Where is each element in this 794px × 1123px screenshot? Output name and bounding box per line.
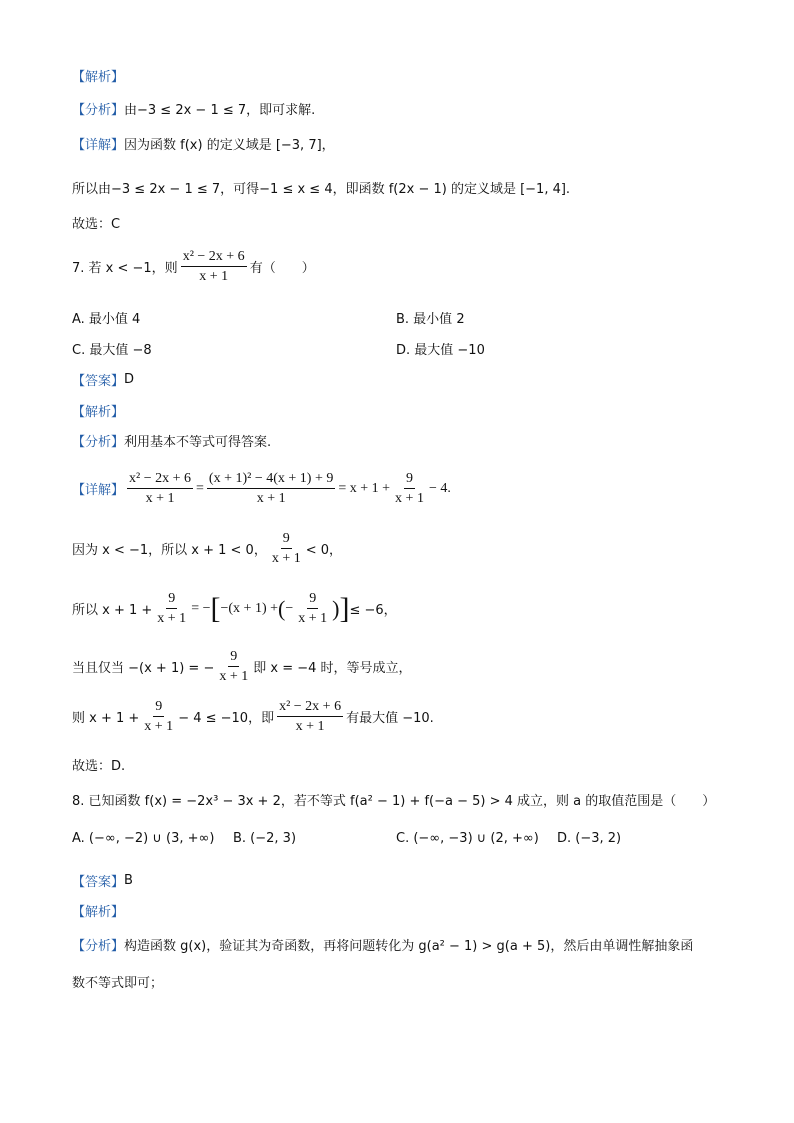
q8-option-b: B. (−2, 3) <box>233 831 297 846</box>
q7-option-c: C. 最大值 −8 <box>72 343 152 358</box>
q7-option-b: B. 最小值 2 <box>396 312 465 327</box>
q7-answer-line <box>72 370 134 389</box>
q8-fenxi-line1: 【分析】 构造函数 g(x)，验证其为奇函数，再将问题转化为 g(a² − 1) > g(a + 5)，然后由单调性解抽象函 <box>72 939 694 954</box>
q7-choose: 故选：D. <box>72 759 126 774</box>
q7-step5: 则 x + 1 + $\frac{9}{x + 1}$ − 4 ≤ −10，即 $\frac{\text{x² − 2x + 6}}{x + 1}$ 有最大值 −10. <box>72 699 434 734</box>
q7-stem-prefix: 7. 若 x < −1，则 <box>72 261 178 276</box>
fenxi-tag: 【分析】 <box>72 103 125 118</box>
p6-choose: 故选：C <box>72 217 121 232</box>
jiexi-tag: 【解析】 <box>72 70 125 85</box>
daan-tag: 【答案】 <box>72 374 125 389</box>
q7-step1: 【详解】 $\frac{\text{x² − 2x + 6}}{x + 1}$ = $\frac{\text{(x + 1)² − 4(x + 1) + 9}}{x + 1}$ = x + 1 + $\frac{9}{x + 1}$ − 4. <box>72 471 451 506</box>
q8-option-a: A. (−∞, −2) ∪ (3, +∞) <box>72 831 215 846</box>
p6-line2-text: 所以由−3 ≤ 2x − 1 ≤ 7，可得−1 ≤ x ≤ 4，即函数 f(2x − 1) 的定义域是 [−1, 4]. <box>72 182 571 197</box>
q7-step2: 因为 x < −1，所以 x + 1 < 0， $\frac{9}{x + 1}$ < 0， <box>72 531 343 566</box>
q8-option-d: D. (−3, 2) <box>557 831 622 846</box>
q7-fenxi-line: 【分析】 利用基本不等式可得答案. <box>72 431 271 450</box>
p6-xiangjie-text: 因为函数 f(x) 的定义域是 [−3, 7]， <box>124 138 335 153</box>
q7-step3: 所以 x + 1 + $\frac{9}{x + 1}$ = − [ −(x + 1) + ( − $\frac{9}{x + 1}$ ) ] ≤ −6， <box>72 591 397 626</box>
q7-step4: 当且仅当 −(x + 1) = − $\frac{9}{x + 1}$ 即 x = −4 时，等号成立， <box>72 649 412 684</box>
q7-jiexi-heading: 【解析】 <box>72 405 125 420</box>
q7-option-a: A. 最小值 4 <box>72 312 141 327</box>
p6-detail-line2 <box>72 178 570 197</box>
p6-xiangjie-line <box>72 134 335 153</box>
q8-option-c: C. (−∞, −3) ∪ (2, +∞) <box>396 831 539 846</box>
p6-fenxi-text: 由−3 ≤ 2x − 1 ≤ 7，即可求解. <box>124 103 316 118</box>
q8-jiexi-heading: 【解析】 <box>72 905 125 920</box>
q7-fenxi-text: 利用基本不等式可得答案. <box>124 435 272 450</box>
q7-stem-fraction: $\frac{\text{x² − 2x + 6}}{x + 1}$ <box>182 249 245 284</box>
q8-answer: B <box>124 873 133 888</box>
q7-stem-suffix: 有（ ） <box>249 261 315 276</box>
p6-fenxi-line <box>72 99 315 118</box>
q8-stem: 8. 已知函数 f(x) = −2x³ − 3x + 2，若不等式 f(a² − 1) + f(−a − 5) > 4 成立，则 a 的取值范围是（ ） <box>72 794 716 809</box>
q7-answer: D <box>124 372 135 387</box>
q7-option-d: D. 最大值 −10 <box>396 343 485 358</box>
xiangjie-tag: 【详解】 <box>72 138 125 153</box>
q7-stem <box>72 248 315 285</box>
q8-fenxi-line2: 数不等式即可； <box>72 976 164 991</box>
q8-answer-line: 【答案】 B <box>72 873 133 890</box>
p6-jiexi-heading <box>72 66 124 85</box>
